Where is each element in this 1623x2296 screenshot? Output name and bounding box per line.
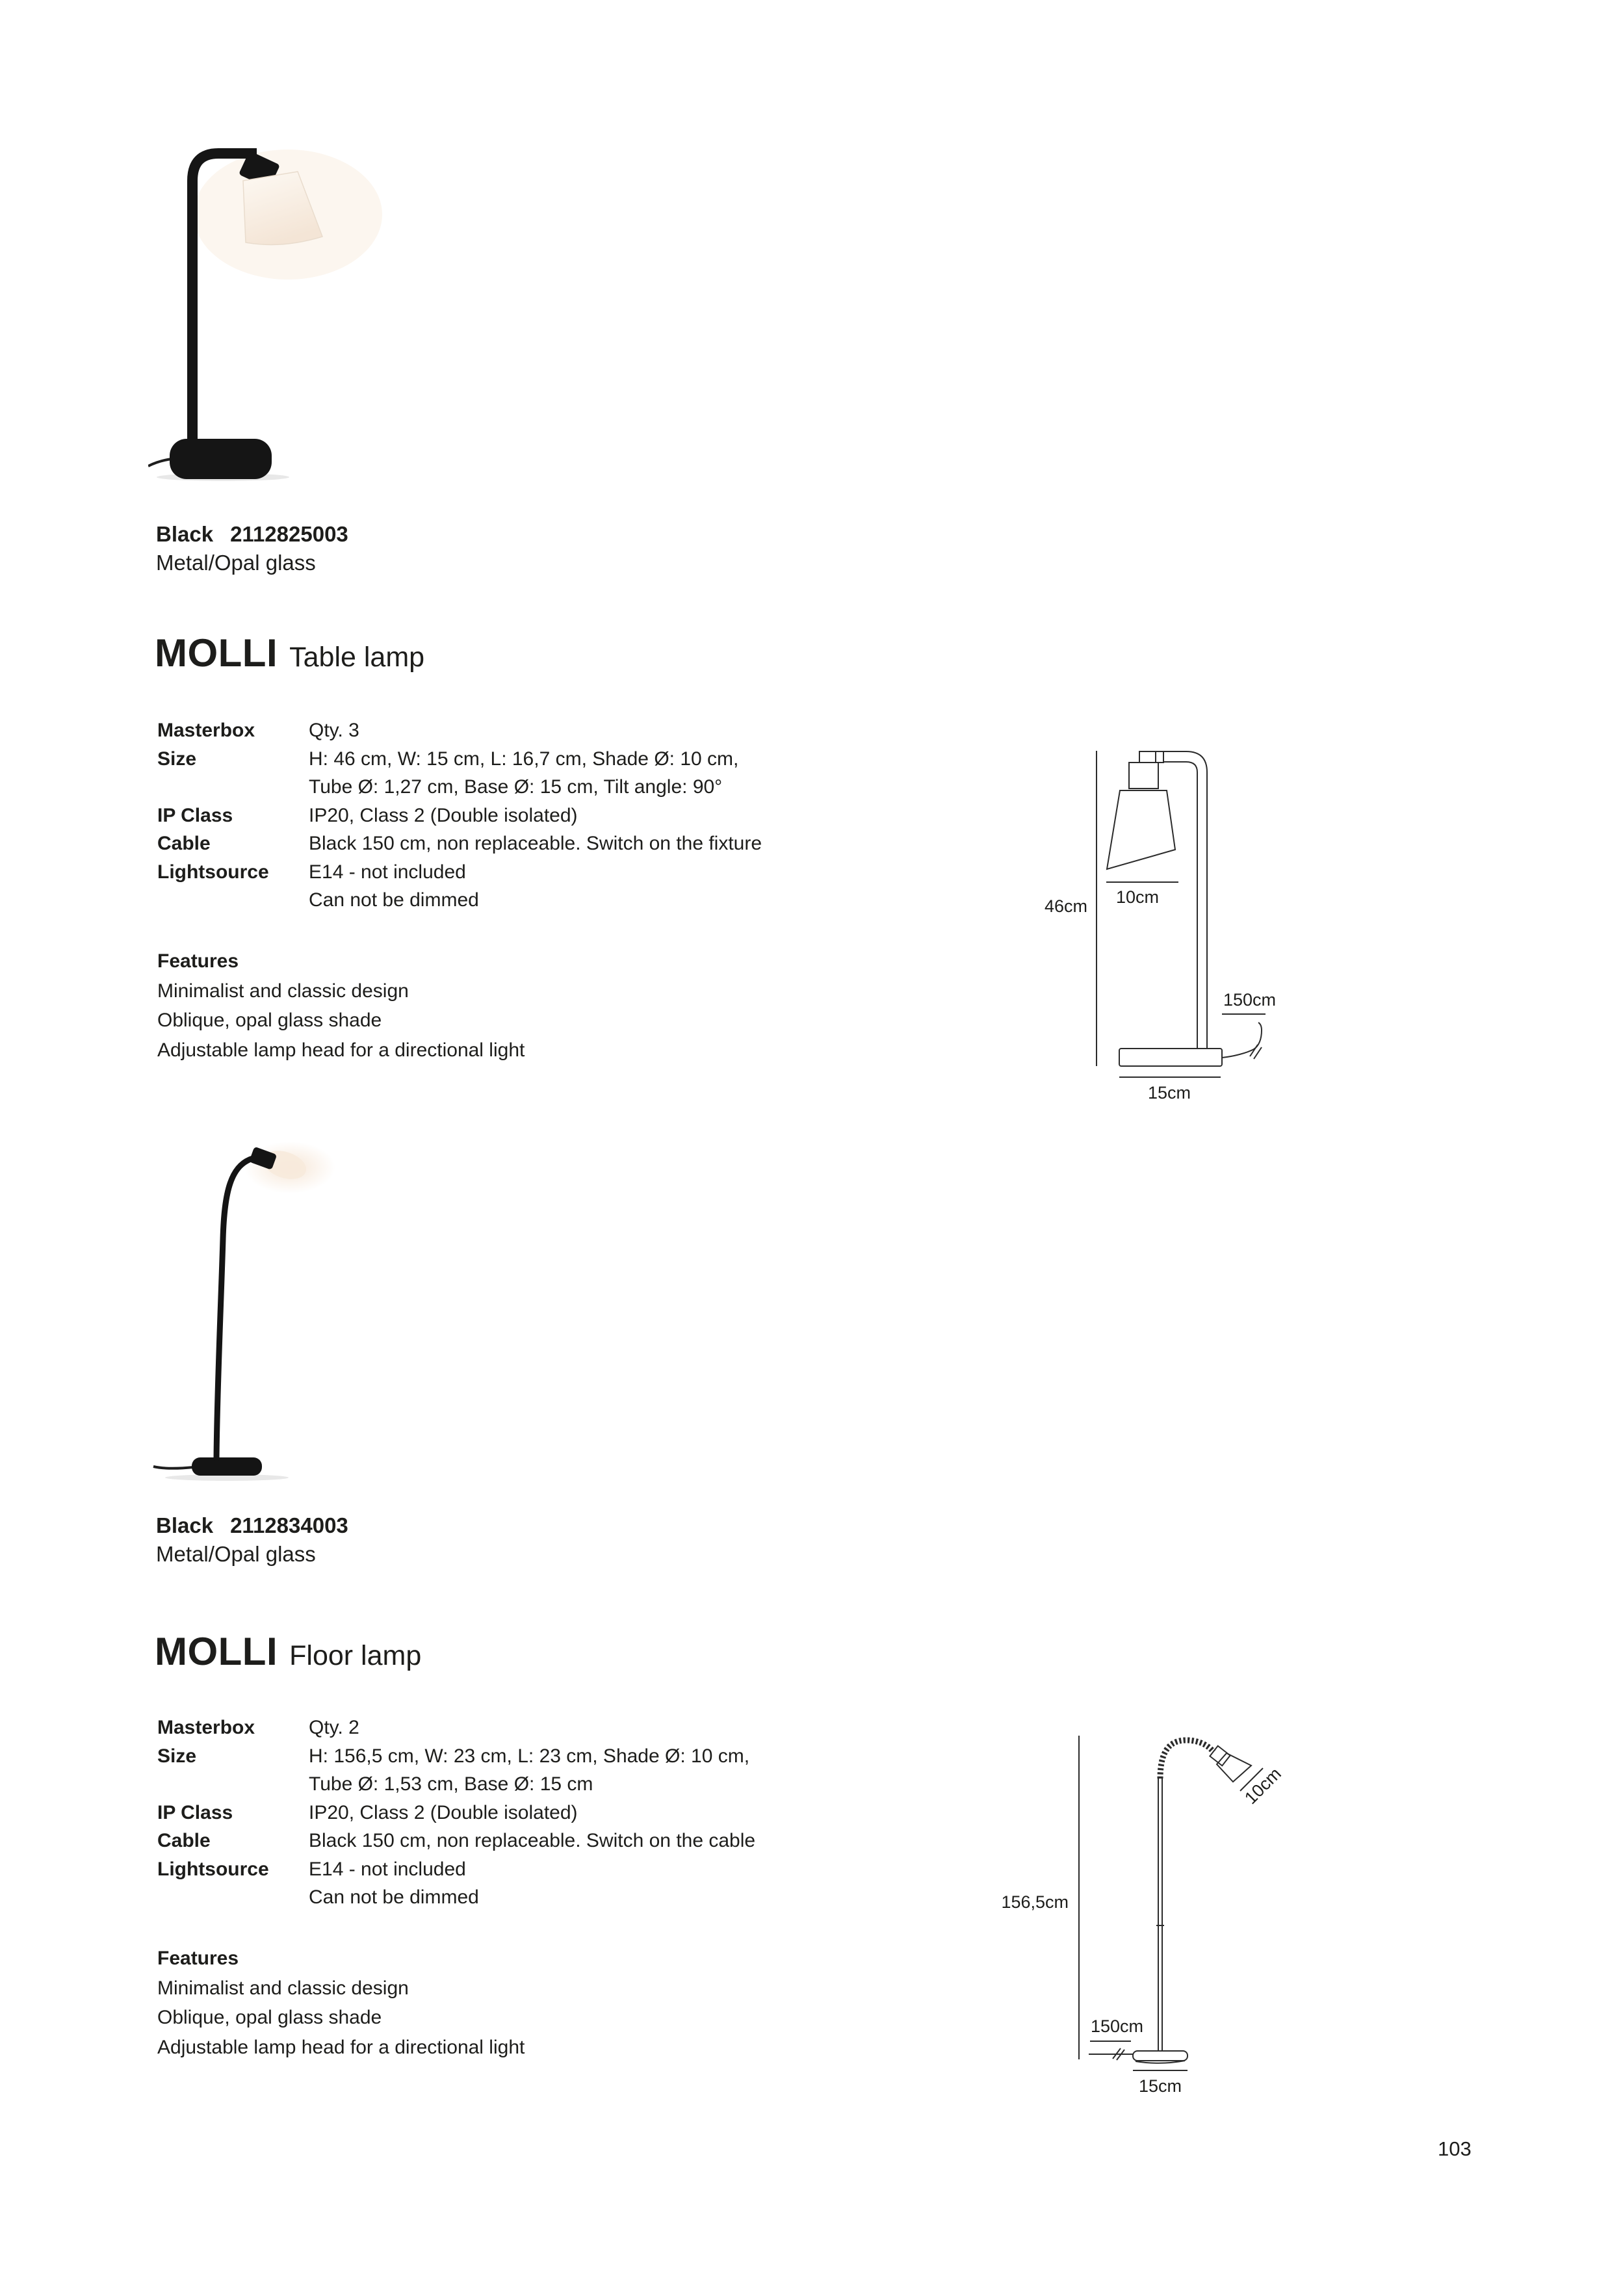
spec-value <box>309 1742 749 1799</box>
base-outline <box>1133 2051 1188 2061</box>
spec-table <box>157 716 762 915</box>
spec-value-line: Black 150 cm, non replaceable. Switch on the fixture <box>309 833 762 854</box>
table-lamp-dimension-diagram <box>1027 735 1339 1112</box>
variant-material: Metal/Opal glass <box>156 1542 316 1566</box>
spec-label: IP Class <box>157 804 233 826</box>
spec-row-ip-class <box>157 802 762 830</box>
floor-lamp-dimension-diagram <box>1001 1723 1378 2126</box>
floor-lamp-product-photo <box>148 1141 441 1481</box>
features-heading: Features <box>157 1948 239 1969</box>
spec-value-line: Can not be dimmed <box>309 1886 479 1908</box>
variant-color-sku <box>156 520 348 549</box>
spec-value <box>309 829 762 858</box>
power-cable <box>148 459 172 466</box>
spec-row-cable <box>157 829 762 858</box>
spec-label: IP Class <box>157 1801 233 1823</box>
socket-outline <box>1129 763 1158 789</box>
lamp-base <box>192 1457 262 1476</box>
page-number: 103 <box>1438 2137 1472 2160</box>
height-dim-label: 46cm <box>1044 896 1087 916</box>
cable-line <box>1222 1023 1262 1058</box>
spec-value <box>309 1827 755 1855</box>
table-lamp-product-photo <box>148 143 486 482</box>
product-title <box>155 631 424 675</box>
spec-value-line: E14 - not included <box>309 1858 466 1880</box>
feature-item: Adjustable lamp head for a directional light <box>157 1039 525 1061</box>
product-type: Table lamp <box>289 642 425 673</box>
spec-row-size <box>157 745 762 802</box>
shade-outline <box>1217 1753 1251 1782</box>
spec-label: Lightsource <box>157 1858 269 1880</box>
product-type: Floor lamp <box>289 1640 422 1671</box>
cable-dim-label: 150cm <box>1223 990 1277 1010</box>
spec-value-line: Qty. 2 <box>309 1717 359 1738</box>
variant-color-sku <box>156 1511 348 1540</box>
features-list <box>157 946 525 1065</box>
variant-sku: 2112834003 <box>230 1513 348 1537</box>
socket-mount <box>1139 751 1163 763</box>
spec-row-cable <box>157 1827 755 1855</box>
height-dim-label: 156,5cm <box>1001 1892 1069 1912</box>
spec-label: Masterbox <box>157 1717 255 1738</box>
feature-item: Minimalist and classic design <box>157 980 409 1002</box>
spec-value-line: Black 150 cm, non replaceable. Switch on the cable <box>309 1830 756 1851</box>
spec-value-line: IP20, Class 2 (Double isolated) <box>309 804 578 826</box>
spec-label: Lightsource <box>157 861 269 883</box>
feature-item: Oblique, opal glass shade <box>157 1010 382 1031</box>
variant-info <box>156 520 348 577</box>
spec-row-masterbox <box>157 1714 755 1742</box>
spec-value-line: IP20, Class 2 (Double isolated) <box>309 1801 578 1823</box>
spec-row-lightsource <box>157 1855 755 1912</box>
base-dim-label: 15cm <box>1138 2076 1182 2096</box>
spec-value <box>309 716 359 745</box>
shade-outline <box>1107 790 1175 869</box>
power-cable <box>153 1467 194 1468</box>
product-name: MOLLI <box>155 1630 278 1673</box>
spec-value <box>309 745 738 802</box>
spec-value <box>309 858 479 915</box>
spec-label: Size <box>157 748 197 770</box>
cable-dim-label: 150cm <box>1091 2016 1144 2036</box>
variant-color: Black <box>156 522 214 546</box>
shade-dim-label: 10cm <box>1115 887 1160 907</box>
spec-value-line: Qty. 3 <box>309 720 359 741</box>
feature-item: Adjustable lamp head for a directional light <box>157 2036 525 2058</box>
spec-row-size <box>157 1742 755 1799</box>
variant-sku: 2112825003 <box>230 522 348 546</box>
features-list <box>157 1944 525 2062</box>
spec-value-line: Tube Ø: 1,27 cm, Base Ø: 15 cm, Tilt angle: 90° <box>309 776 723 798</box>
base-dim-label: 15cm <box>1147 1083 1191 1102</box>
spec-value <box>309 802 578 830</box>
feature-item: Minimalist and classic design <box>157 1977 409 1999</box>
variant-color: Black <box>156 1513 214 1537</box>
product-title <box>155 1629 421 1674</box>
spec-value-line: Can not be dimmed <box>309 889 479 911</box>
spec-value <box>309 1714 359 1742</box>
pole-outline <box>1158 1779 1162 2051</box>
features-heading: Features <box>157 950 239 972</box>
feature-item: Oblique, opal glass shade <box>157 2007 382 2028</box>
spec-value-line: E14 - not included <box>309 861 466 883</box>
spec-label: Cable <box>157 833 211 854</box>
spec-label: Size <box>157 1745 197 1767</box>
spec-table <box>157 1714 755 1912</box>
spec-label: Masterbox <box>157 720 255 741</box>
cable-break-marks <box>1250 1045 1262 1059</box>
spec-label: Cable <box>157 1830 211 1851</box>
product-name: MOLLI <box>155 631 278 675</box>
spec-row-masterbox <box>157 716 762 745</box>
spec-row-ip-class <box>157 1799 755 1827</box>
shade-dim-label: 10cm <box>1241 1764 1285 1808</box>
lamp-base <box>170 439 272 479</box>
variant-material: Metal/Opal glass <box>156 551 316 575</box>
spec-value-line: H: 156,5 cm, W: 23 cm, L: 23 cm, Shade Ø: 10 cm, <box>309 1745 750 1767</box>
gooseneck <box>1160 1740 1214 1779</box>
spec-value-line: Tube Ø: 1,53 cm, Base Ø: 15 cm <box>309 1773 593 1795</box>
spec-value-line: H: 46 cm, W: 15 cm, L: 16,7 cm, Shade Ø: 10 cm, <box>309 748 739 770</box>
base-outline <box>1119 1049 1222 1066</box>
spec-value <box>309 1855 479 1912</box>
spec-value <box>309 1799 578 1827</box>
variant-info <box>156 1511 348 1569</box>
spec-row-lightsource <box>157 858 762 915</box>
lamp-pole-gooseneck <box>216 1158 255 1459</box>
